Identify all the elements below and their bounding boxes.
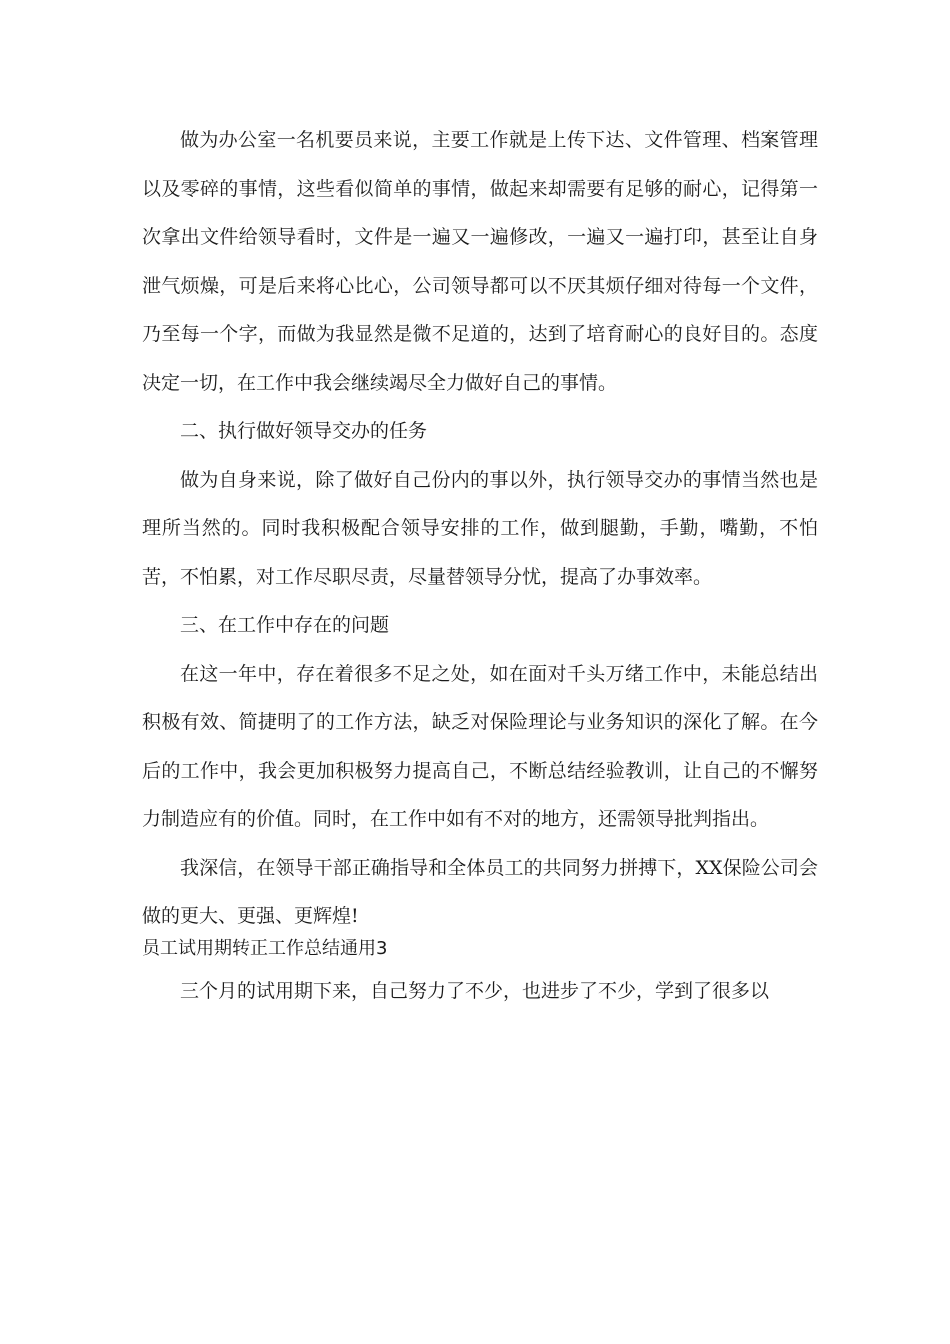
body-paragraph: 我深信，在领导干部正确指导和全体员工的共同努力拼搏下，XX保险公司会做的更大、更强、更辉煌! [142,856,818,927]
section-heading: 三、在工作中存在的问题 [180,614,390,636]
section-heading: 二、执行做好领导交办的任务 [180,420,428,442]
document-section-title: 员工试用期转正工作总结通用3 [142,937,388,959]
body-paragraph: 做为办公室一名机要员来说，主要工作就是上传下达、文件管理、档案管理以及零碎的事情，这些看似简单的事情，做起来却需要有足够的耐心，记得第一次拿出文件给领导看时，文件是一遍又一遍修改，一遍又一遍打印，甚至让自身泄气烦燥，可是后来将心比心，公司领导都可以不厌其烦仔细对待每一个文件，乃至每一个字，而做为我显然是微不足道的，达到了培育耐心的良好目的。态度决定一切，在工作中我会继续竭尽全力做好自己的事情。 [142,129,818,394]
body-paragraph: 在这一年中，存在着很多不足之处，如在面对千头万绪工作中，未能总结出积极有效、简捷明了的工作方法，缺乏对保险理论与业务知识的深化了解。在今后的工作中，我会更加积极努力提高自己，不断总结经验教训，让自己的不懈努力制造应有的价值。同时，在工作中如有不对的地方，还需领导批判指出。 [142,662,818,830]
body-paragraph: 三个月的试用期下来，自己努力了不少，也进步了不少，学到了很多以 [180,979,770,1002]
body-paragraph: 做为自身来说，除了做好自己份内的事以外，执行领导交办的事情当然也是理所当然的。同时我积极配合领导安排的工作，做到腿勤，手勤，嘴勤，不怕苦，不怕累，对工作尽职尽责，尽量替领导分忧，提高了办事效率。 [142,468,818,588]
document-page [142,116,818,1015]
